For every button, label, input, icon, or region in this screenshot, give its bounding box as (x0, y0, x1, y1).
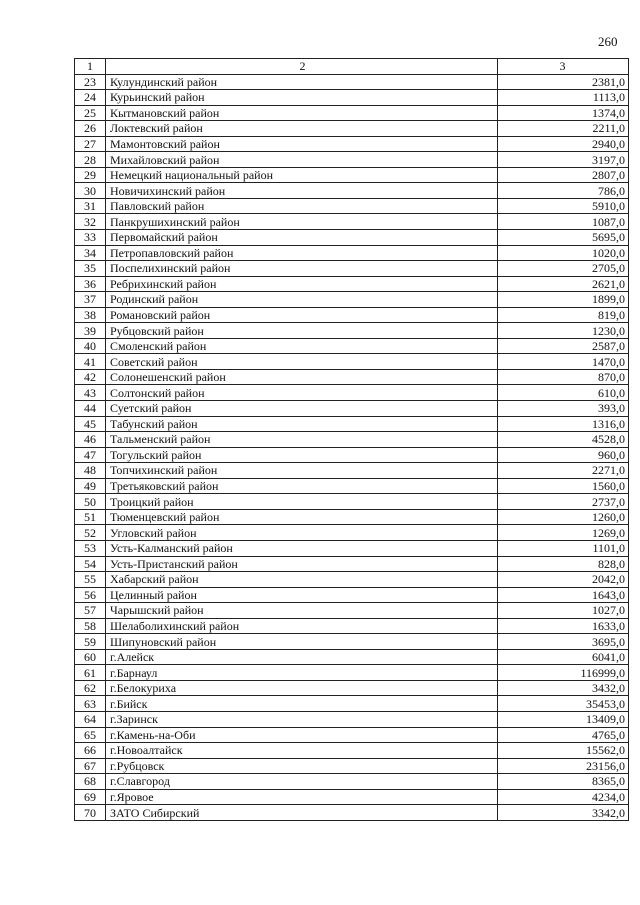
row-value: 2211,0 (498, 121, 629, 137)
row-number: 40 (75, 338, 106, 354)
row-name: Павловский район (106, 198, 498, 214)
table-row (75, 198, 629, 214)
table-row (75, 556, 629, 572)
row-value: 23156,0 (498, 758, 629, 774)
row-value: 2042,0 (498, 572, 629, 588)
row-number: 31 (75, 198, 106, 214)
row-number: 68 (75, 774, 106, 790)
table-row (75, 805, 629, 821)
row-number: 70 (75, 805, 106, 821)
row-number: 39 (75, 323, 106, 339)
table-row (75, 758, 629, 774)
table-row (75, 743, 629, 759)
row-name: Кытмановский район (106, 105, 498, 121)
row-value: 1560,0 (498, 478, 629, 494)
row-name: Новичихинский район (106, 183, 498, 199)
row-number: 51 (75, 509, 106, 525)
table-row (75, 634, 629, 650)
row-value: 960,0 (498, 447, 629, 463)
row-value: 828,0 (498, 556, 629, 572)
row-name: Немецкий национальный район (106, 167, 498, 183)
row-value: 2271,0 (498, 463, 629, 479)
row-name: Ребрихинский район (106, 276, 498, 292)
table-row (75, 74, 629, 90)
row-number: 55 (75, 572, 106, 588)
row-name: Мамонтовский район (106, 136, 498, 152)
table-row (75, 369, 629, 385)
table-row (75, 245, 629, 261)
row-value: 4528,0 (498, 432, 629, 448)
row-number: 54 (75, 556, 106, 572)
row-number: 61 (75, 665, 106, 681)
row-value: 116999,0 (498, 665, 629, 681)
table-row (75, 230, 629, 246)
row-number: 69 (75, 789, 106, 805)
row-name: Солтонский район (106, 385, 498, 401)
row-value: 1470,0 (498, 354, 629, 370)
table-row (75, 136, 629, 152)
table-row (75, 183, 629, 199)
row-value: 2621,0 (498, 276, 629, 292)
row-number: 25 (75, 105, 106, 121)
row-number: 44 (75, 401, 106, 417)
row-value: 1269,0 (498, 525, 629, 541)
column-header-name: 2 (106, 59, 498, 75)
row-value: 35453,0 (498, 696, 629, 712)
row-name: г.Камень-на-Оби (106, 727, 498, 743)
row-value: 1087,0 (498, 214, 629, 230)
table-row (75, 121, 629, 137)
row-number: 29 (75, 167, 106, 183)
row-name: Родинский район (106, 292, 498, 308)
row-number: 46 (75, 432, 106, 448)
table-row (75, 463, 629, 479)
row-value: 1260,0 (498, 509, 629, 525)
row-name: г.Славгород (106, 774, 498, 790)
row-name: Суетский район (106, 401, 498, 417)
table-row (75, 261, 629, 277)
table-row (75, 711, 629, 727)
row-number: 59 (75, 634, 106, 650)
row-value: 1101,0 (498, 540, 629, 556)
table-row (75, 167, 629, 183)
row-name: Целинный район (106, 587, 498, 603)
row-name: Тюменцевский район (106, 509, 498, 525)
row-number: 64 (75, 711, 106, 727)
row-name: Локтевский район (106, 121, 498, 137)
row-name: Курьинский район (106, 90, 498, 106)
row-name: Топчихинский район (106, 463, 498, 479)
row-value: 2737,0 (498, 494, 629, 510)
row-name: Смоленский район (106, 338, 498, 354)
row-name: г.Белокуриха (106, 680, 498, 696)
row-value: 2381,0 (498, 74, 629, 90)
row-name: Третьяковский район (106, 478, 498, 494)
table-row (75, 105, 629, 121)
table-row (75, 649, 629, 665)
table-row (75, 572, 629, 588)
row-number: 48 (75, 463, 106, 479)
table-row (75, 603, 629, 619)
row-name: Советский район (106, 354, 498, 370)
row-number: 62 (75, 680, 106, 696)
row-name: г.Бийск (106, 696, 498, 712)
row-name: Тальменский район (106, 432, 498, 448)
row-number: 49 (75, 478, 106, 494)
row-name: Кулундинский район (106, 74, 498, 90)
row-value: 6041,0 (498, 649, 629, 665)
row-number: 43 (75, 385, 106, 401)
row-value: 1113,0 (498, 90, 629, 106)
table-row (75, 323, 629, 339)
row-name: г.Заринск (106, 711, 498, 727)
row-value: 5910,0 (498, 198, 629, 214)
row-name: Усть-Пристанский район (106, 556, 498, 572)
row-number: 23 (75, 74, 106, 90)
table-row (75, 276, 629, 292)
table-row (75, 307, 629, 323)
row-number: 24 (75, 90, 106, 106)
row-name: Петропавловский район (106, 245, 498, 261)
row-value: 1027,0 (498, 603, 629, 619)
row-name: г.Барнаул (106, 665, 498, 681)
row-value: 1230,0 (498, 323, 629, 339)
row-number: 33 (75, 230, 106, 246)
page-number: 260 (598, 34, 618, 49)
row-name: г.Рубцовск (106, 758, 498, 774)
row-name: Троицкий район (106, 494, 498, 510)
table-row (75, 540, 629, 556)
row-number: 57 (75, 603, 106, 619)
row-number: 67 (75, 758, 106, 774)
row-value: 1316,0 (498, 416, 629, 432)
row-number: 28 (75, 152, 106, 168)
row-value: 1020,0 (498, 245, 629, 261)
table-header-row (75, 59, 629, 75)
row-value: 393,0 (498, 401, 629, 417)
table-row (75, 152, 629, 168)
row-number: 32 (75, 214, 106, 230)
table-row (75, 385, 629, 401)
table-row (75, 727, 629, 743)
row-number: 42 (75, 369, 106, 385)
row-number: 37 (75, 292, 106, 308)
table-row (75, 432, 629, 448)
row-name: Первомайский район (106, 230, 498, 246)
row-number: 41 (75, 354, 106, 370)
row-name: Угловский район (106, 525, 498, 541)
column-header-value: 3 (498, 59, 629, 75)
row-name: Шипуновский район (106, 634, 498, 650)
row-number: 60 (75, 649, 106, 665)
table-row (75, 447, 629, 463)
row-value: 15562,0 (498, 743, 629, 759)
row-number: 47 (75, 447, 106, 463)
row-value: 870,0 (498, 369, 629, 385)
row-value: 1633,0 (498, 618, 629, 634)
row-name: Шелаболихинский район (106, 618, 498, 634)
row-value: 2705,0 (498, 261, 629, 277)
table-row (75, 525, 629, 541)
table-row (75, 416, 629, 432)
table-row (75, 214, 629, 230)
row-value: 1899,0 (498, 292, 629, 308)
row-number: 45 (75, 416, 106, 432)
row-name: Рубцовский район (106, 323, 498, 339)
table-row (75, 587, 629, 603)
row-number: 53 (75, 540, 106, 556)
row-number: 58 (75, 618, 106, 634)
column-header-number: 1 (75, 59, 106, 75)
row-number: 30 (75, 183, 106, 199)
row-name: г.Новоалтайск (106, 743, 498, 759)
row-name: Хабарский район (106, 572, 498, 588)
row-name: Чарышский район (106, 603, 498, 619)
row-number: 34 (75, 245, 106, 261)
table-row (75, 90, 629, 106)
row-name: Михайловский район (106, 152, 498, 168)
row-value: 2587,0 (498, 338, 629, 354)
table-row (75, 478, 629, 494)
row-value: 5695,0 (498, 230, 629, 246)
row-value: 8365,0 (498, 774, 629, 790)
row-value: 2940,0 (498, 136, 629, 152)
table-row (75, 618, 629, 634)
row-value: 3197,0 (498, 152, 629, 168)
row-name: Панкрушихинский район (106, 214, 498, 230)
row-name: г.Алейск (106, 649, 498, 665)
table-row (75, 354, 629, 370)
row-number: 66 (75, 743, 106, 759)
table-row (75, 509, 629, 525)
table-row (75, 680, 629, 696)
row-number: 27 (75, 136, 106, 152)
row-value: 3432,0 (498, 680, 629, 696)
row-number: 65 (75, 727, 106, 743)
row-number: 26 (75, 121, 106, 137)
table-row (75, 774, 629, 790)
row-value: 4765,0 (498, 727, 629, 743)
row-value: 610,0 (498, 385, 629, 401)
row-number: 63 (75, 696, 106, 712)
row-value: 819,0 (498, 307, 629, 323)
table-body (75, 74, 629, 820)
row-value: 1643,0 (498, 587, 629, 603)
row-value: 2807,0 (498, 167, 629, 183)
row-name: Поспелихинский район (106, 261, 498, 277)
row-name: Табунский район (106, 416, 498, 432)
row-name: ЗАТО Сибирский (106, 805, 498, 821)
row-value: 3695,0 (498, 634, 629, 650)
row-name: Усть-Калманский район (106, 540, 498, 556)
row-value: 3342,0 (498, 805, 629, 821)
row-name: Тогульский район (106, 447, 498, 463)
row-number: 52 (75, 525, 106, 541)
row-number: 56 (75, 587, 106, 603)
row-number: 36 (75, 276, 106, 292)
table-row (75, 401, 629, 417)
table-row (75, 696, 629, 712)
row-name: г.Яровое (106, 789, 498, 805)
row-name: Солонешенский район (106, 369, 498, 385)
row-number: 50 (75, 494, 106, 510)
table-row (75, 338, 629, 354)
table-row (75, 292, 629, 308)
row-value: 13409,0 (498, 711, 629, 727)
allocation-table (74, 58, 629, 821)
table-row (75, 494, 629, 510)
row-value: 1374,0 (498, 105, 629, 121)
table-row (75, 789, 629, 805)
row-number: 35 (75, 261, 106, 277)
row-value: 786,0 (498, 183, 629, 199)
row-value: 4234,0 (498, 789, 629, 805)
row-name: Романовский район (106, 307, 498, 323)
table-row (75, 665, 629, 681)
row-number: 38 (75, 307, 106, 323)
